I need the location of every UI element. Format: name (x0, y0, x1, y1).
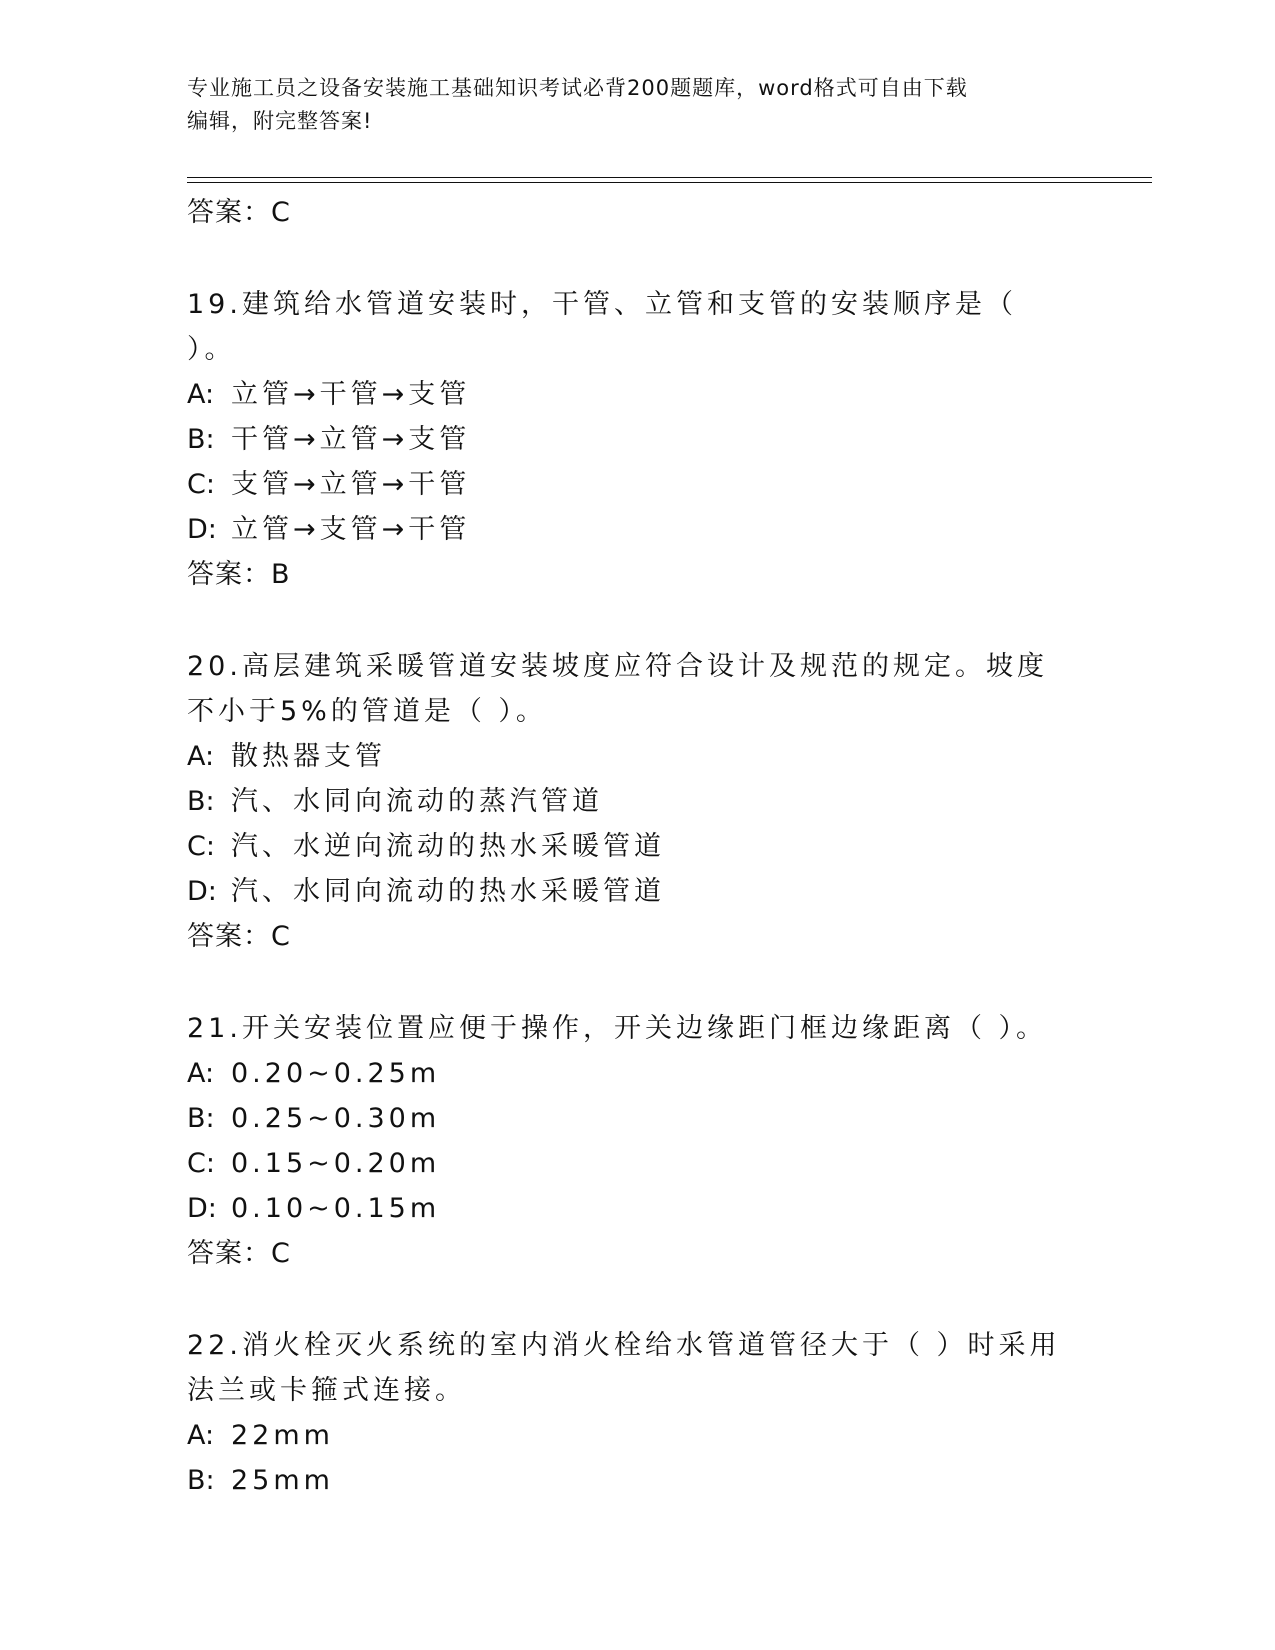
question-stem: 19.建筑给水管道安装时，干管、立管和支管的安装顺序是（ ）。 (187, 289, 1017, 365)
option-key: D: (187, 876, 217, 907)
option-key: C: (187, 1148, 215, 1179)
question-19 (187, 282, 1147, 597)
question-stem: 22.消火栓灭火系统的室内消火栓给水管道管径大于（ ）时采用法兰或卡箍式连接。 (187, 1330, 1061, 1406)
option-b (187, 1096, 1147, 1141)
option-c (187, 824, 1147, 869)
option-c (187, 1141, 1147, 1186)
option-key: A: (187, 1420, 215, 1451)
option-key: A: (187, 379, 215, 410)
question-answer: 答案：C (187, 1238, 291, 1269)
question-answer: 答案：C (187, 921, 291, 952)
option-text: 汽、水同向流动的热水采暖管道 (231, 876, 665, 907)
option-key: D: (187, 1193, 217, 1224)
option-d (187, 869, 1147, 914)
option-text: 立管→干管→支管 (231, 379, 471, 410)
option-key: A: (187, 741, 215, 772)
option-b (187, 779, 1147, 824)
header-divider-bottom (187, 182, 1152, 183)
option-text: 0.10~0.15m (231, 1193, 441, 1224)
option-text: 散热器支管 (231, 741, 386, 772)
option-key: B: (187, 1465, 215, 1496)
question-22 (187, 1323, 1147, 1503)
option-a (187, 372, 1147, 417)
option-text: 干管→立管→支管 (231, 424, 471, 455)
option-text: 支管→立管→干管 (231, 469, 471, 500)
option-key: B: (187, 1103, 215, 1134)
option-d (187, 1186, 1147, 1231)
option-text: 22mm (231, 1420, 334, 1451)
option-a (187, 1051, 1147, 1096)
option-key: C: (187, 469, 215, 500)
option-d (187, 507, 1147, 552)
option-c (187, 462, 1147, 507)
option-key: C: (187, 831, 215, 862)
header-title-line-1: 专业施工员之设备安装施工基础知识考试必背200题题库，word格式可自由下载 (187, 76, 968, 100)
option-a (187, 734, 1147, 779)
header-title-line-2: 编辑，附完整答案! (187, 109, 373, 133)
option-text: 0.25~0.30m (231, 1103, 441, 1134)
question-answer: 答案：B (187, 559, 291, 590)
question-stem: 21.开关安装位置应便于操作，开关边缘距门框边缘距离（ ）。 (187, 1013, 1048, 1044)
question-21 (187, 1006, 1147, 1276)
option-a (187, 1413, 1147, 1458)
option-key: D: (187, 514, 217, 545)
header-divider-top (187, 177, 1152, 178)
option-text: 0.20~0.25m (231, 1058, 441, 1089)
option-text: 0.15~0.20m (231, 1148, 441, 1179)
option-b (187, 1458, 1147, 1503)
question-stem: 20.高层建筑采暖管道安装坡度应符合设计及规范的规定。坡度不小于5%的管道是（ ）。 (187, 651, 1048, 727)
option-b (187, 417, 1147, 462)
previous-answer: 答案：C (187, 197, 291, 228)
option-key: B: (187, 786, 215, 817)
option-text: 汽、水同向流动的蒸汽管道 (231, 786, 603, 817)
option-text: 25mm (231, 1465, 334, 1496)
option-key: A: (187, 1058, 215, 1089)
question-20 (187, 644, 1147, 959)
document-header (187, 72, 1067, 138)
question-list (187, 190, 1147, 1503)
option-text: 立管→支管→干管 (231, 514, 471, 545)
option-text: 汽、水逆向流动的热水采暖管道 (231, 831, 665, 862)
option-key: B: (187, 424, 215, 455)
